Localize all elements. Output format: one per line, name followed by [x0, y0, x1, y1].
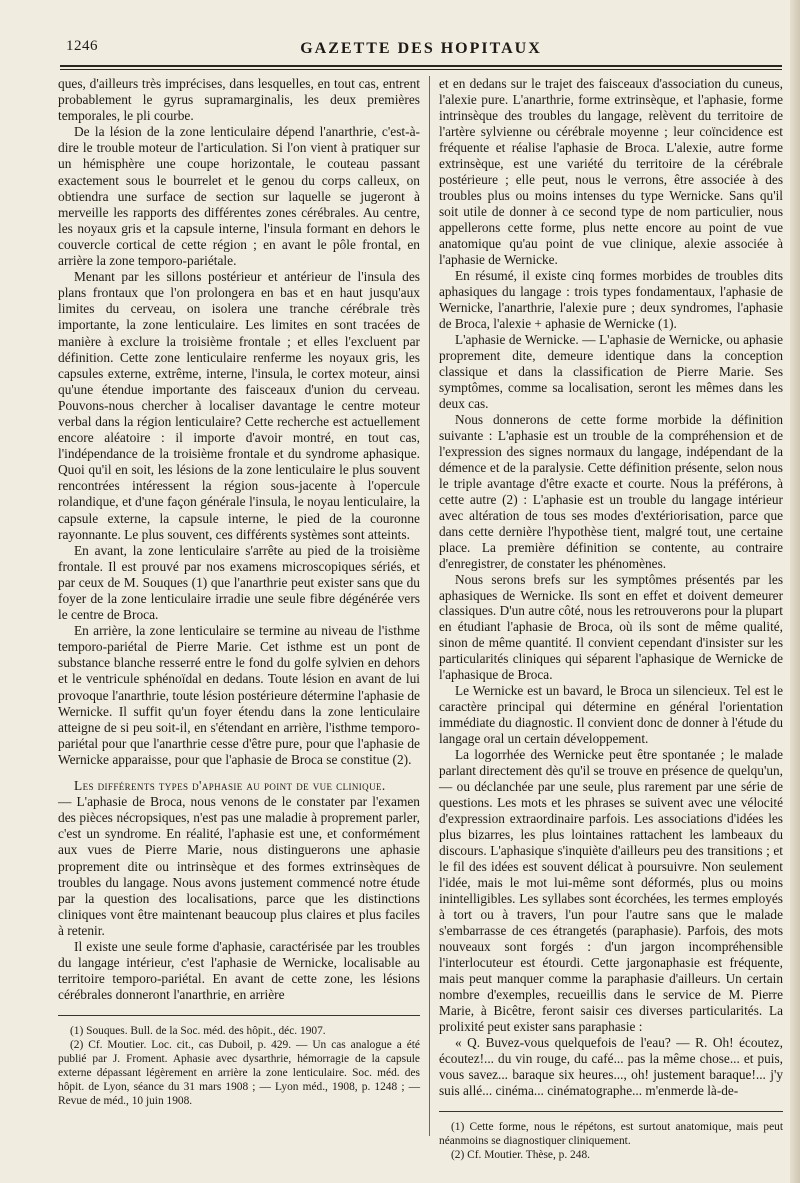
- header-rule-thin: [60, 69, 782, 70]
- section-title: Les différents types d'aphasie au point de vue clinique.: [74, 778, 386, 794]
- paragraph: et en dedans sur le trajet des faisceaux d'association du cuneus, l'alexie pure. L'anarthrie, forme extrinsèque, et l'aphasie, forme intrinsèque des troubles du langage, relèvent du territoire de l'artère sylvienne ou cérébrale moyenne ; leur coïncidence est fréquente et réalise l'aphasie de Broca. L'alexie, autre forme extrinsèque, est une variété du territoire de la cérébrale postérieure ; elle peut, nous le verrons, être associée à des troubles plus ou moins intenses du type Wernicke. Sans qu'il soit utile de donner à ce second type de nom particulier, nous appellerons cette forme, plus nette encore au point de vue anatomique qu'au point de vue clinique, alexie associée à l'aphasie de Wernicke.: [439, 76, 783, 267]
- page-edge: [790, 0, 800, 1183]
- footnote: (1) Cette forme, nous le répétons, est surtout anatomique, mais peut néanmoins se diagnostiquer cliniquement.: [439, 1121, 783, 1147]
- page-number: 1246: [66, 38, 98, 54]
- footnotes-left: [58, 1024, 420, 1108]
- right-column: [439, 76, 783, 1162]
- paragraph: Nous serons brefs sur les symptômes présentés par les aphasiques de Wernicke. Ils sont en effet et doivent demeurer classiques. D'un autre côté, nous les retrouverons pour la plupart en étudiant l'aphasie de Broca, où ils sont de même qualité, sinon de même quantité. Il convient cependant d'insister sur les particularités cliniques qui séparent l'aphasique de Wernicke de l'aphasique de Broca.: [439, 571, 783, 683]
- footnote-rule: [439, 1111, 783, 1112]
- footnotes-right: [439, 1120, 783, 1162]
- paragraph: L'aphasie de Wernicke. — L'aphasie de Wernicke, ou aphasie proprement dite, demeure identique dans la conception classique et dans la classification de Pierre Marie. Ses symptômes, comme sa localisation, seront les mêmes dans les deux cas.: [439, 331, 783, 411]
- header-rule: [60, 65, 782, 67]
- footnote: (1) Souques. Bull. de la Soc. méd. des hôpit., déc. 1907.: [70, 1025, 326, 1038]
- paragraph: Il existe une seule forme d'aphasie, caractérisée par les troubles du langage intérieur, c'est l'aphasie de Wernicke, localisable au territoire temporo-pariétal. En avant de cette zone, les lésions cérébrales donneront l'anarthrie, en arrière: [58, 938, 420, 1003]
- paragraph: En résumé, il existe cinq formes morbides de troubles dits aphasiques du langage : trois types fondamentaux, l'aphasie de Wernicke, l'anarthrie, l'alexie pure ; deux syndromes, l'aphasie de Broca, l'alexie + aphasie de Wernicke (1).: [439, 267, 783, 331]
- paragraph: De la lésion de la zone lenticulaire dépend l'anarthrie, c'est-à-dire le trouble moteur de l'articulation. Si l'on vient à pratiquer sur un hémisphère une coupe horizontale, le couteau passant exactement sous le bourrelet et le genou du corps calleux, on obtiendra une surface de section sur laquelle se jugeront à merveille les rapports des différentes zones cérébrales. Au centre, les noyaux gris et la capsule interne, l'insula formant en dehors le couvercle cortical de cette région ; en avant le pôle frontal, en arrière la zone temporo-pariétale.: [58, 124, 420, 269]
- page-header: [60, 32, 782, 62]
- footnote: (2) Cf. Moutier. Loc. cit., cas Duboil, p. 429. — Un cas analogue a été publié par J. Froment. Aphasie avec dysarthrie, hémorragie de la capsule externe dépassant légèrement en arrière la zone lenticulaire. Soc. méd. des hôpit. de Lyon, séance du 31 mars 1908 ; — Lyon méd., 1908, p. 1248 ; — Revue de méd., 10 juin 1908.: [58, 1039, 420, 1108]
- paragraph: ques, d'ailleurs très imprécises, dans lesquelles, en tout cas, entrent probablement le gyrus supramarginalis, les deux premières temporales, le pli courbe.: [58, 76, 420, 124]
- quotation: « Q. Buvez-vous quelquefois de l'eau? — R. Oh! écoutez, écoutez!... du vin rouge, du café... pas la même chose... et puis, vous savez... baraque six heures..., oh! justement baraque!... j'y suis allé... cinéma... cinématographe... m'enmerde là-de-: [439, 1035, 783, 1099]
- paragraph: La logorrhée des Wernicke peut être spontanée ; le malade parlant directement dès qu'il se trouve en présence de quelqu'un, — ou déclanchée par une seule, plus rarement par une série de questions. Les mots et les phrases se suivent avec une vélocité d'expression extraordinaire parfois. Les associations d'idées les plus bizarres, les plus lointaines rattachent les lambeaux du discours. L'aphasique s'inquiète d'ailleurs peu des transitions ; et le fil des idées est souvent délicat à poursuivre. Non seulement l'idée, mais le mot lui-même sont déformés, plus ou moins inintelligibles. Les syllabes sont écorchées, les termes employés à tort ou à travers, l'un pour l'autre sans que le malade s'embarrasse de ces étrangetés (paraphasie). Parfois, des mots nouveaux sont forgés : d'un jargon incompréhensible l'interlocuteur est étourdi. Cette jargonaphasie est fréquente, mais peut manquer comme la paraphasie d'ailleurs. Un certain nombre d'exemples, recueillis dans le service de M. Pierre Marie, à Bicêtre, feront saisir ces diverses particularités. La prolixité peut exister sans paraphasie :: [439, 747, 783, 1035]
- paragraph: En arrière, la zone lenticulaire se termine au niveau de l'isthme temporo-pariétal de Pierre Marie. Cet isthme est un pont de substance blanche resserré entre le fond du golfe sylvien en dehors et le ventricule sphénoïdal en dedans. Toute lésion en avant de lui provoque l'anarthrie, toute lésion postérieure détermine l'aphasie de Wernicke. Il suffit qu'un foyer étendu dans la zone lenticulaire atteigne de si peu soit-il, en s'étendant en arrière, l'isthme temporo-pariétal pour que l'anarthrie cesse d'être pure, pour que l'aphasie de Wernicke apparaisse, pour que l'aphasie de Broca se constitue (2).: [58, 623, 420, 767]
- paragraph: Nous donnerons de cette forme morbide la définition suivante : L'aphasie est un trouble de la compréhension et de l'expression des signes normaux du langage, indépendant de la démence et de la paralysie. Cette définition présente, selon nous le triple avantage d'être exacte et courte. Nous la préférons, à cette autre (2) : L'aphasie est un trouble du langage intérieur avec altération de tous ses modes d'extériorisation, parce que dans cette dernière l'hypothèse tient, malgré tout, une certaine place. La première définition se contente, au contraire d'enregistrer, de constater les phénomènes.: [439, 411, 783, 571]
- footnote-rule: [58, 1015, 420, 1016]
- paragraph: Le Wernicke est un bavard, le Broca un silencieux. Tel est le caractère principal qui détermine en général l'orientation immédiate du diagnostic. Il convient donc de donner à l'étude du langage oral un certain développement.: [439, 683, 783, 747]
- footnote: (2) Cf. Moutier. Thèse, p. 248.: [451, 1149, 590, 1161]
- paragraph: En avant, la zone lenticulaire s'arrête au pied de la troisième frontale. Il est prouvé par nos examens microscopiques sériés, et par ceux de M. Souques (1) que l'anarthrie peut exister sans que du foyer de la zone lenticulaire irradie une seule fibre dégénérée vers le centre de Broca.: [58, 542, 420, 623]
- paragraph: Menant par les sillons postérieur et antérieur de l'insula des plans frontaux que l'on prolongera en bas et en haut jusqu'aux limites du cerveau, on isolera une tranche cérébrale très importante, la zone lenticulaire. Les limites en sont tracées de manière à exclure la troisième frontale ; et elles l'excluent par définition. Cette zone lenticulaire renferme les noyaux gris, les capsules externe, extrême, interne, l'insula, le cortex moteur, ainsi qu'une étendue importante des faisceaux d'union du cerveau. Pouvons-nous chercher à localiser davantage le centre moteur verbal dans la région lenticulaire? Cette recherche est actuellement encore aléatoire : il importe d'avoir montré, en tout cas, l'indépendance de la troisième frontale et du syndrome aphasique. Quoi qu'il en soit, les lésions de la zone lenticulaire le plus souvent rencontrées intéressent la région sous-jacente à l'opercule rolandique, et d'une façon générale l'insula, le noyau lenticulaire, la capsule externe, la capsule interne, le pied de la couronne rayonnante. Le plus souvent, ces différents systèmes sont atteints.: [58, 269, 420, 542]
- left-column: [58, 76, 420, 1108]
- column-divider: [429, 76, 430, 1136]
- paragraph: — L'aphasie de Broca, nous venons de le constater par l'examen des pièces nécropsiques, n'est pas une maladie à proprement parler, c'est un syndrome. En réalité, l'aphasie est une, et conformément aux vues de Pierre Marie, nous distinguerons une aphasie proprement dite ou intrinsèque et des formes extrinsèques de troubles du langage. Nous avons justement commencé notre étude par la question des localisations, parce que les distinctions cliniques vont être maintenant beaucoup plus claires et plus faciles à retenir.: [58, 794, 420, 938]
- journal-title: GAZETTE DES HOPITAUX: [300, 40, 542, 57]
